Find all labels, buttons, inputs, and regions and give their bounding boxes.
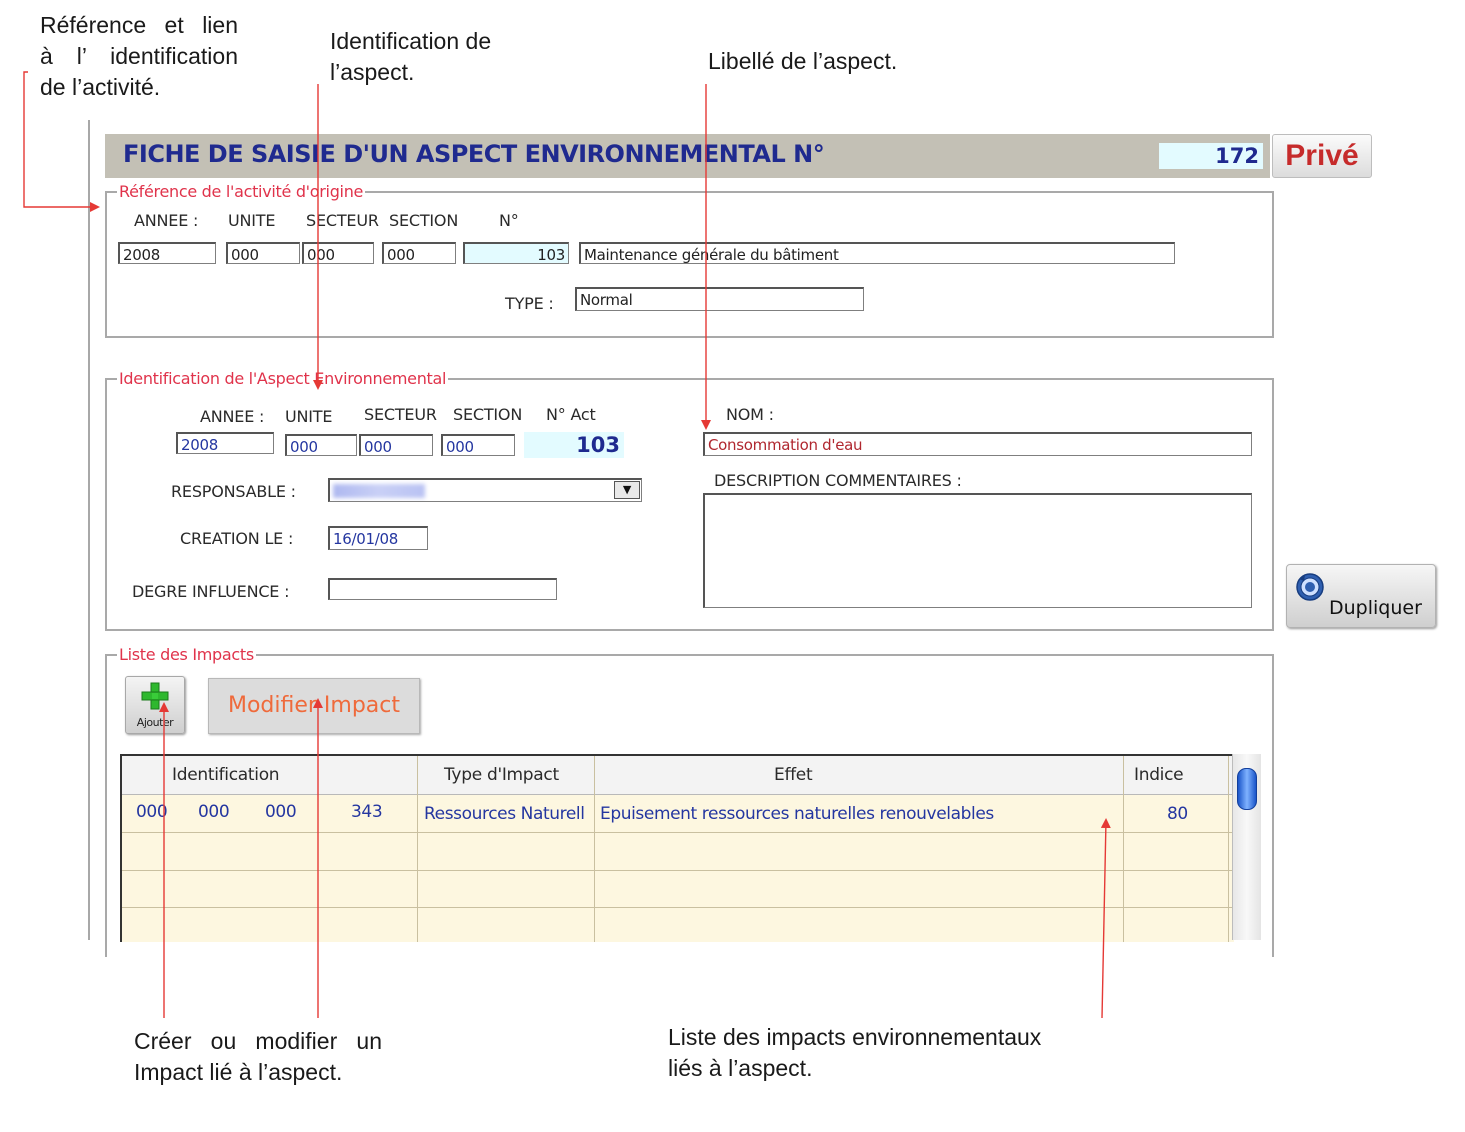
asp-degre-label: DEGRE INFLUENCE : <box>132 582 290 601</box>
asp-secteur-label: SECTEUR <box>364 405 437 424</box>
annotation-liste-impacts: Liste des impacts environnementaux liés à l’aspect. <box>668 1024 1042 1081</box>
ref-libelle-field[interactable]: Maintenance générale du bâtiment <box>579 242 1175 264</box>
asp-nom-field[interactable]: Consommation d'eau <box>703 432 1252 456</box>
annotation-reference-activite: Référence et lien à l’ identification de l’activité. <box>40 12 238 100</box>
ajouter-label: Ajouter <box>136 716 174 729</box>
asp-creation-label: CREATION LE : <box>180 529 294 548</box>
annotation-identification-aspect: Identification de l’aspect. <box>330 28 492 85</box>
row-indice: 80 <box>1167 804 1188 824</box>
ref-annee-label: ANNEE : <box>134 211 199 230</box>
row-id-numero: 343 <box>351 802 383 822</box>
ref-numero-field[interactable]: 103 <box>463 242 569 264</box>
row-id-section: 000 <box>265 802 297 822</box>
fiche-number: 172 <box>1159 143 1263 169</box>
asp-annee-field[interactable]: 2008 <box>176 432 274 454</box>
col-indice[interactable]: Indice <box>1134 765 1184 785</box>
arrow-reference-activite <box>24 72 98 207</box>
arrow-liste-impacts <box>1102 820 1106 1018</box>
row-id-secteur: 000 <box>198 802 230 822</box>
prive-button[interactable]: Privé <box>1272 134 1372 178</box>
reference-activite-legend: Référence de l'activité d'origine <box>119 182 364 201</box>
modifier-impact-button[interactable]: Modifier Impact <box>208 678 420 734</box>
asp-annee-label: ANNEE : <box>200 407 265 426</box>
ref-unite-field[interactable]: 000 <box>226 242 300 264</box>
ref-type-field[interactable]: Normal <box>575 287 864 311</box>
row-effet: Epuisement ressources naturelles renouvelables <box>600 804 994 824</box>
row-type-impact: Ressources Naturell <box>424 804 585 824</box>
page-title: FICHE DE SAISIE D'UN ASPECT ENVIRONNEMENTAL N° <box>123 140 825 168</box>
ref-type-label: TYPE : <box>505 294 554 313</box>
identification-aspect-legend: Identification de l'Aspect Environnemental <box>119 369 447 388</box>
ref-numero-label: N° <box>499 211 519 230</box>
col-effet[interactable]: Effet <box>774 765 813 785</box>
asp-secteur-field[interactable]: 000 <box>359 434 433 456</box>
asp-unite-label: UNITE <box>285 407 333 426</box>
ref-secteur-label: SECTEUR <box>306 211 379 230</box>
ref-section-label: SECTION <box>389 211 459 230</box>
asp-num-act-value: 103 <box>524 432 624 458</box>
ref-section-field[interactable]: 000 <box>382 242 456 264</box>
col-type-impact[interactable]: Type d'Impact <box>444 765 559 785</box>
ref-secteur-field[interactable]: 000 <box>302 242 374 264</box>
liste-impacts-legend: Liste des Impacts <box>119 645 254 664</box>
asp-responsable-label: RESPONSABLE : <box>171 482 296 501</box>
ref-annee-field[interactable]: 2008 <box>118 242 216 264</box>
chevron-down-icon[interactable]: ▼ <box>614 481 640 499</box>
asp-unite-field[interactable]: 000 <box>285 434 357 456</box>
asp-nom-label: NOM : <box>726 405 774 424</box>
annotation-creer-modifier-impact: Créer ou modifier un Impact lié à l’aspect. <box>134 1028 382 1085</box>
asp-description-label: DESCRIPTION COMMENTAIRES : <box>714 471 962 490</box>
asp-section-field[interactable]: 000 <box>441 434 515 456</box>
col-identification[interactable]: Identification <box>172 765 280 785</box>
ref-unite-label: UNITE <box>228 211 276 230</box>
asp-creation-field[interactable]: 16/01/08 <box>328 526 428 550</box>
asp-section-label: SECTION <box>453 405 523 424</box>
asp-num-act-label: N° Act <box>546 405 596 424</box>
dupliquer-label: Dupliquer <box>1329 597 1422 619</box>
row-id-unite: 000 <box>136 802 168 822</box>
annotation-libelle-aspect: Libellé de l’aspect. <box>708 48 898 74</box>
